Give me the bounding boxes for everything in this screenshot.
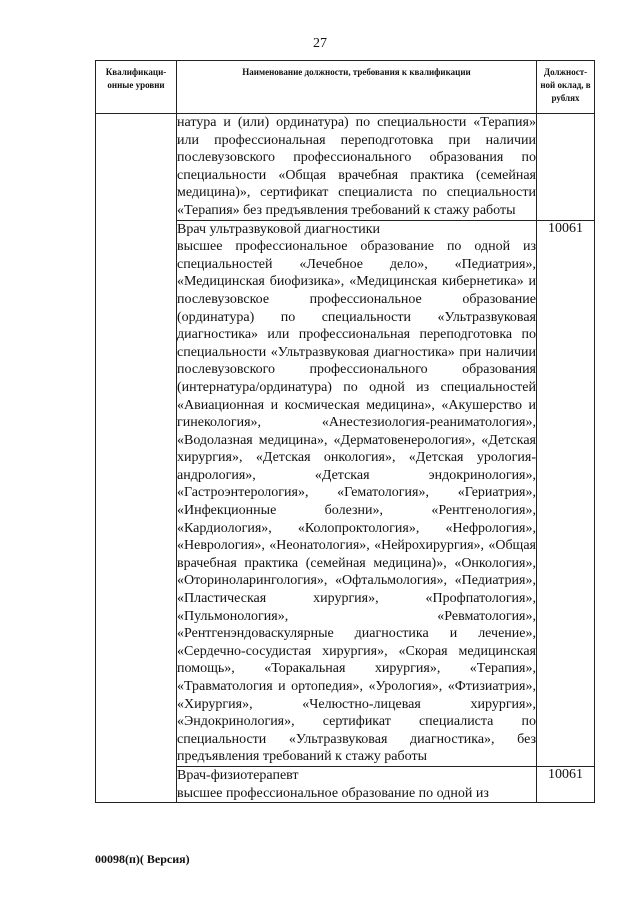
qualification-table bbox=[95, 60, 595, 803]
header-qualification-levels: Квалификаци-онные уровни bbox=[96, 61, 177, 114]
requirements-text: высшее профессиональное образование по одной из специальностей «Лечебное дело», «Педиатрия», «Медицинская биофизика», «Медицинская кибернетика» и послевузовское профессиональное образование (ординатура) по специальности «Ультразвуковая диагностика» или профессиональная переподготовка по специальности «Ультразвуковая диагностика» при наличии послевузовского профессионального образования (интернатура/ординатура) по одной из специальностей «Авиационная и космическая медицина», «Акушерство и гинекология», «Анестезиология-реаниматология», «Водолазная медицина», «Дерматовенерология», «Детская хирургия», «Детская онкология», «Детская урология-андрология», «Детская эндокринология», «Гастроэнтерология», «Гематология», «Гериатрия», «Инфекционные болезни», «Рентгенология», «Кардиология», «Колопроктология», «Нефрология», «Неврология», «Неонатология», «Нейрохирургия», «Общая врачебная практика (семейная медицина)», «Онкология», «Оториноларингология», «Офтальмология», «Педиатрия», «Пластическая хирургия», «Профпатология», «Пульмонология», «Ревматология», «Рентгенэндоваскулярные диагностика и лечение», «Сердечно-сосудистая хирургия», «Скорая медицинская помощь», «Торакальная хирургия», «Терапия», «Травматология и ортопедия», «Урология», «Фтизиатрия», «Хирургия», «Челюстно-лицевая хирургия», «Эндокринология», сертификат специалиста по специальности «Ультразвуковая диагностика», без предъявления требований к стажу работы bbox=[177, 239, 536, 765]
header-salary: Должност-ной оклад, в рублях bbox=[537, 61, 595, 114]
table-row bbox=[96, 114, 595, 221]
position-title: Врач-физиотерапевт bbox=[177, 767, 299, 783]
requirements-text: высшее профессиональное образование по одной из bbox=[177, 785, 489, 801]
page-number: 27 bbox=[313, 36, 327, 51]
requirements-cell bbox=[177, 114, 537, 221]
qualification-level-cell bbox=[96, 114, 177, 803]
salary-cell: 10061 bbox=[537, 766, 595, 802]
requirements-cell bbox=[177, 220, 537, 766]
requirements-cell bbox=[177, 766, 537, 802]
salary-cell bbox=[537, 114, 595, 221]
document-version-footer: 00098(п)( Версия) bbox=[95, 852, 190, 866]
header-position-requirements: Наименование должности, требования к квалификации bbox=[177, 61, 537, 114]
position-title: Врач ультразвуковой диагностики bbox=[177, 221, 381, 237]
salary-cell: 10061 bbox=[537, 220, 595, 766]
requirements-text: натура и (или) ординатура) по специальности «Терапия» или профессиональная переподготовка при наличии послевузовского профессионального образования по специальности «Общая врачебная практика (семейная медицина)», сертификат специалиста по специальности «Терапия» без предъявления требований к стажу работы bbox=[177, 115, 536, 218]
table-header-row bbox=[96, 61, 595, 114]
